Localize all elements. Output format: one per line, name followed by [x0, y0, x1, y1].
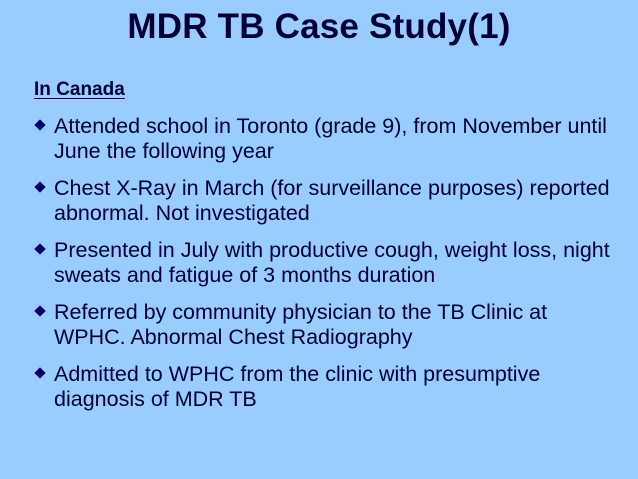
bullet-item [34, 300, 624, 350]
diamond-bullet-icon [34, 367, 45, 378]
section-subheading: In Canada [34, 79, 125, 100]
slide-title: MDR TB Case Study(1) [127, 7, 511, 46]
bullet-item [34, 176, 624, 226]
bullet-item [34, 362, 624, 412]
bullet-text: Presented in July with productive cough, weight loss, night sweats and fatigue of 3 months duration [54, 238, 610, 287]
bullet-text: Referred by community physician to the TB Clinic at WPHC. Abnormal Chest Radiography [54, 300, 548, 349]
diamond-bullet-icon [34, 119, 45, 130]
bullet-text: Chest X-Ray in March (for surveillance purposes) reported abnormal. Not investigated [54, 176, 610, 225]
bullet-item [34, 238, 624, 288]
diamond-bullet-icon [34, 181, 45, 192]
diamond-bullet-icon [34, 305, 45, 316]
bullet-item [34, 114, 624, 164]
diamond-bullet-icon [34, 243, 45, 254]
bullet-text: Admitted to WPHC from the clinic with presumptive diagnosis of MDR TB [54, 362, 541, 411]
bullet-text: Attended school in Toronto (grade 9), from November until June the following year [54, 114, 607, 163]
bullet-list [34, 114, 624, 424]
